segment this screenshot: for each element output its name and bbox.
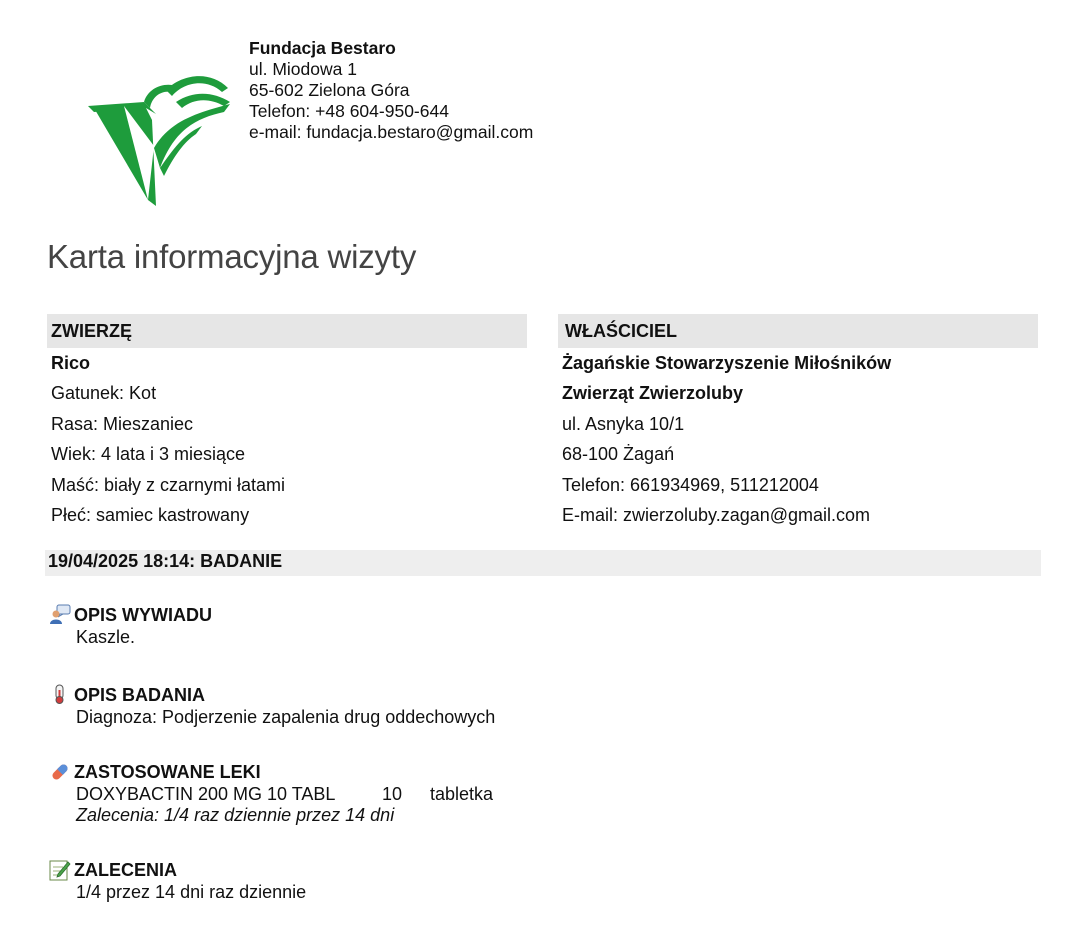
document-title: Karta informacyjna wizyty — [47, 238, 417, 275]
organization-city: 65-602 Zielona Góra — [249, 80, 410, 100]
medications-title: ZASTOSOWANE LEKI — [74, 761, 261, 782]
thermometer-icon — [49, 684, 71, 706]
interview-icon — [49, 604, 71, 626]
recommendations-title: ZALECENIA — [74, 859, 177, 880]
organization-info — [249, 38, 533, 143]
animal-species: Gatunek: Kot — [51, 383, 157, 404]
owner-city: 68-100 Żagań — [562, 444, 675, 465]
animal-age: Wiek: 4 lata i 3 miesiące — [51, 444, 246, 465]
recommendations-section — [49, 858, 306, 903]
animal-sex: Płeć: samiec kastrowany — [51, 504, 250, 525]
medication-quantity: 10 — [382, 784, 403, 804]
owner-panel — [558, 314, 1038, 530]
owner-name-line2: Zwierząt Zwierzoluby — [562, 383, 744, 404]
owner-email: E-mail: zwierzoluby.zagan@gmail.com — [562, 504, 871, 525]
owner-header: WŁAŚCICIEL — [558, 314, 1038, 348]
interview-heading — [49, 603, 212, 627]
medications-section — [49, 760, 493, 826]
pill-icon — [49, 761, 71, 783]
owner-phone: Telefon: 661934969, 511212004 — [562, 474, 819, 495]
organization-phone: Telefon: +48 604-950-644 — [249, 101, 449, 121]
owner-name-line1: Żagańskie Stowarzyszenie Miłośników — [562, 353, 892, 373]
examination-text: Diagnoza: Podjerzenie zapalenia drug oddechowych — [76, 707, 496, 727]
animal-coat: Maść: biały z czarnymi łatami — [51, 474, 286, 495]
recommendations-heading — [49, 858, 306, 882]
visit-header: 19/04/2025 18:14: BADANIE — [45, 550, 1041, 576]
owner-street: ul. Asnyka 10/1 — [562, 413, 685, 434]
notepad-pencil-icon — [49, 859, 71, 881]
medications-heading — [49, 760, 493, 784]
examination-section — [49, 683, 495, 728]
animal-panel — [47, 314, 527, 530]
animal-header: ZWIERZĘ — [47, 314, 527, 348]
recommendations-text: 1/4 przez 14 dni raz dziennie — [76, 882, 307, 902]
examination-title: OPIS BADANIA — [74, 684, 206, 705]
interview-text: Kaszle. — [76, 627, 136, 647]
foundation-logo — [84, 68, 234, 208]
medication-unit: tabletka — [430, 784, 494, 804]
organization-name: Fundacja Bestaro — [249, 38, 396, 58]
organization-email: e-mail: fundacja.bestaro@gmail.com — [249, 122, 534, 142]
animal-name: Rico — [51, 353, 91, 373]
medication-item — [49, 784, 493, 826]
examination-heading — [49, 683, 495, 707]
organization-street: ul. Miodowa 1 — [249, 59, 357, 79]
interview-title: OPIS WYWIADU — [74, 604, 212, 625]
animal-breed: Rasa: Mieszaniec — [51, 413, 194, 434]
interview-section — [49, 603, 212, 648]
medication-note: Zalecenia: 1/4 raz dziennie przez 14 dni — [76, 805, 395, 825]
medication-name: DOXYBACTIN 200 MG 10 TABL — [76, 784, 336, 804]
